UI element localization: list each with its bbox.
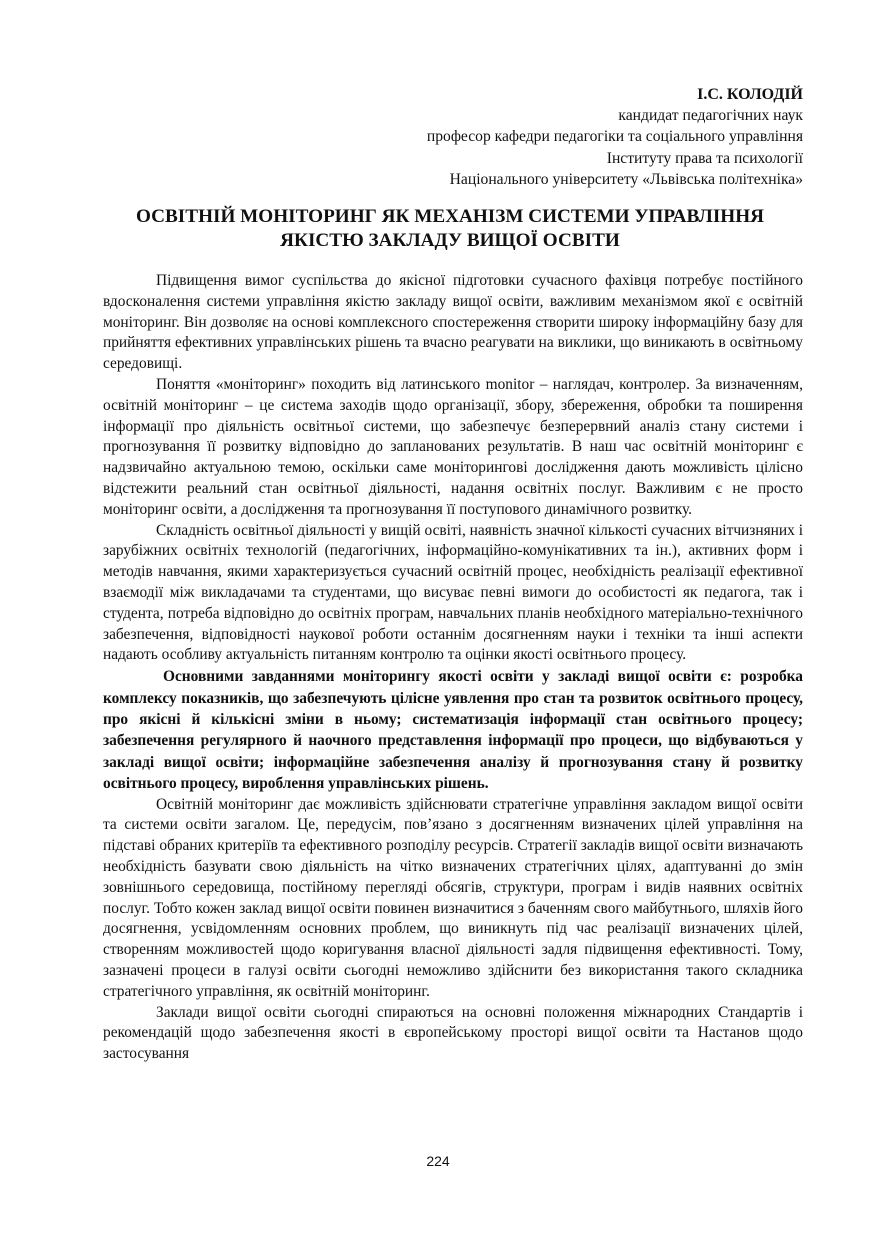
article-title: ОСВІТНІЙ МОНІТОРИНГ ЯК МЕХАНІЗМ СИСТЕМИ УПРАВЛІННЯ ЯКІСТЮ ЗАКЛАДУ ВИЩОЇ ОСВІТИ: [135, 206, 764, 251]
author-institute: Інституту права та психології: [606, 149, 803, 167]
paragraph: Заклади вищої освіти сьогодні спираються на основні положення міжнародних Стандартів і рекомендацій щодо забезпечення якості в європейському просторі вищої освіти та Настанов щодо застосування: [103, 1003, 803, 1063]
paragraph: Поняття «моніторинг» походить від латинського monitor – наглядач, контролер. За визначенням, освітній моніторинг – це система заходів щодо організації, збору, збереження, обробки та поширення інформації про діяльність освітньої системи, що забезпечує безперервний аналіз стану системи і прогнозування її розвитку відповідно до запланованих результатів. В наш час освітній моніторинг є надзвичайно актуальною темою, оскільки саме моніторингові дослідження дають можливість цілісно відстежити реальний стан освітньої діяльності, надання освітніх послуг. Важливим є не просто моніторинг освіти, а дослідження та прогнозування її поступового динамічного розвитку.: [103, 375, 803, 518]
paragraph: Підвищення вимог суспільства до якісної підготовки сучасного фахівця потребує постійного вдосконалення системи управління якістю закладу вищої освіти, важливим механізмом якої є освітній моніторинг. Він дозволяє на основі комплексного спостереження створити широку інформаційну базу для прийняття ефективних управлінських рішень та вчасно реагувати на виклики, що виникають в освітньому середовищі.: [103, 272, 803, 373]
article-body: [103, 271, 803, 1065]
author-degree: кандидат педагогічних наук: [618, 107, 803, 125]
page-number: 224: [426, 1153, 450, 1169]
paragraph: Складність освітньої діяльності у вищій освіті, наявність значної кількості сучасних вітчизняних і зарубіжних освітніх технологій (педагогічних, інформаційно-комунікативних та ін.), активних форм і методів навчання, якими характеризується сучасний освітній процес, необхідність реалізації ефективної взаємодії між викладачами та студентами, що висуває певні вимоги до особистості як педагога, так і студента, потреба відповідно до освітніх програм, навчальних планів необхідного матеріально-технічного забезпечення, відповідності наукової роботи останнім досягненням науки і техніки та інші аспекти надають особливу актуальність питанням контролю та оцінки якості освітнього процесу.: [103, 521, 803, 664]
author-university: Національного університету «Львівська політехніка»: [449, 170, 803, 188]
author-block: [283, 84, 803, 190]
author-position: професор кафедри педагогіки та соціального управління: [426, 128, 803, 146]
paragraph: Освітній моніторинг дає можливість здійснювати стратегічне управління закладом вищої освіти та системи освіти загалом. Це, передусім, пов’язано з досягненням визначених цілей управління на підставі обраних критеріїв та ефективного розподілу ресурсів. Стратегії закладів вищої освіти визначають необхідність базувати свою діяльність на чітко визначених стратегічних цілях, адаптуванні до змін зовнішнього середовища, постійному перегляді обсягів, структури, програм і видів наявних освітніх послуг. Тобто кожен заклад вищої освіти повинен визначитися з баченням свого майбутнього, шляхів його досягнення, усвідомленням основних проблем, що виникнуть під час реалізації визначених цілей, створенням можливостей щодо коригування власної діяльності задля підвищення ефективності. Тому, зазначені процеси в галузі освіти сьогодні неможливо здійснити без використання такого складника стратегічного управління, як освітній моніторинг.: [103, 795, 803, 1000]
author-name: І.С. КОЛОДІЙ: [697, 86, 803, 103]
paragraph-bold: Основними завданнями моніторингу якості освіти у закладі вищої освіти є: розробка комплексу показників, що забезпечують цілісне уявлення про стан та розвиток освітнього процесу, про якісні й кількісні зміни в ньому; систематизація інформації стан освітнього процесу; забезпечення регулярного й наочного представлення інформації про процеси, що відбуваються у закладі вищої освіти; інформаційне забезпечення аналізу й прогнозування стану й розвитку освітнього процесу, вироблення управлінських рішень.: [103, 668, 803, 793]
